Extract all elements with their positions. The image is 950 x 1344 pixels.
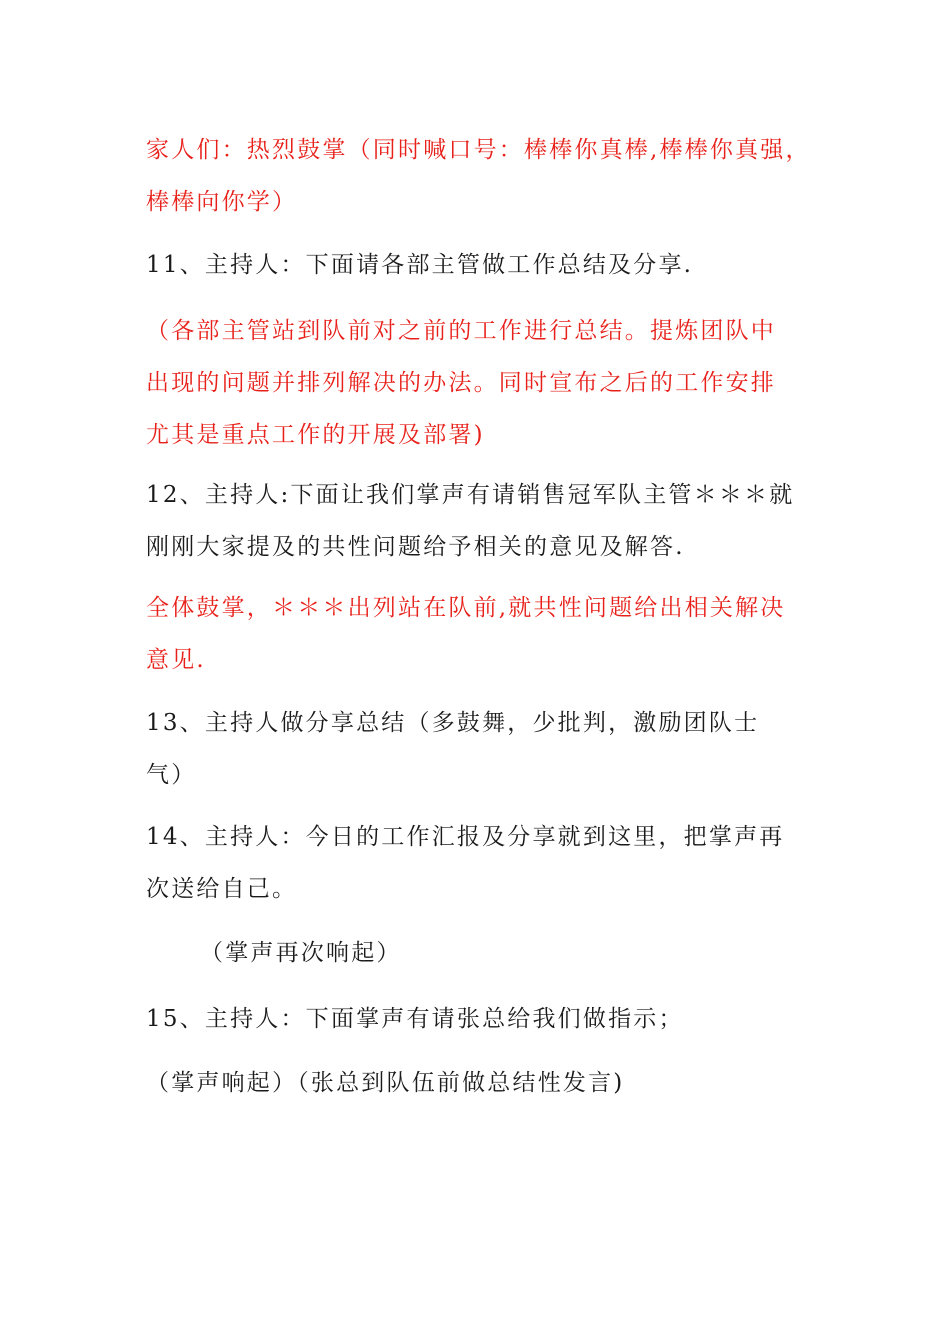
text-line: 全体鼓掌，＊＊＊出列站在队前,就共性问题给出相关解决 xyxy=(146,595,786,621)
text-line: 意见. xyxy=(146,647,206,673)
text-line: 14、主持人：今日的工作汇报及分享就到这里，把掌声再 xyxy=(146,824,785,850)
paragraph-item-14 xyxy=(146,811,816,915)
text-line: （掌声再次响起） xyxy=(200,940,402,966)
text-line: 13、主持人做分享总结（多鼓舞，少批判，激励团队士 xyxy=(146,710,760,736)
paragraph-applause-again xyxy=(200,927,870,979)
paragraph-managers-summary xyxy=(146,305,816,461)
text-line: 12、主持人:下面让我们掌声有请销售冠军队主管＊＊＊就 xyxy=(146,482,795,508)
paragraph-item-11 xyxy=(146,239,816,291)
paragraph-closing-remarks xyxy=(146,1057,816,1109)
text-line: 次送给自己。 xyxy=(146,876,298,902)
text-line: 出现的问题并排列解决的办法。同时宣布之后的工作安排 xyxy=(146,370,776,396)
text-line: 11、主持人：下面请各部主管做工作总结及分享. xyxy=(146,252,694,278)
text-line: （各部主管站到队前对之前的工作进行总结。提炼团队中 xyxy=(146,318,776,344)
text-line: 15、主持人：下面掌声有请张总给我们做指示； xyxy=(146,1006,684,1032)
text-line: 家人们：热烈鼓掌（同时喊口号：棒棒你真棒,棒棒你真强， xyxy=(146,137,811,163)
paragraph-item-15 xyxy=(146,993,816,1045)
paragraph-item-13 xyxy=(146,697,816,801)
text-line: （掌声响起）（张总到队伍前做总结性发言) xyxy=(146,1070,625,1096)
text-line: 刚刚大家提及的共性问题给予相关的意见及解答. xyxy=(146,534,685,560)
text-line: 气） xyxy=(146,762,197,788)
paragraph-all-applause xyxy=(146,582,816,686)
text-line: 尤其是重点工作的开展及部署) xyxy=(146,422,485,448)
text-line: 棒棒向你学） xyxy=(146,189,298,215)
paragraph-applause-slogan xyxy=(146,124,816,228)
paragraph-item-12 xyxy=(146,469,816,573)
